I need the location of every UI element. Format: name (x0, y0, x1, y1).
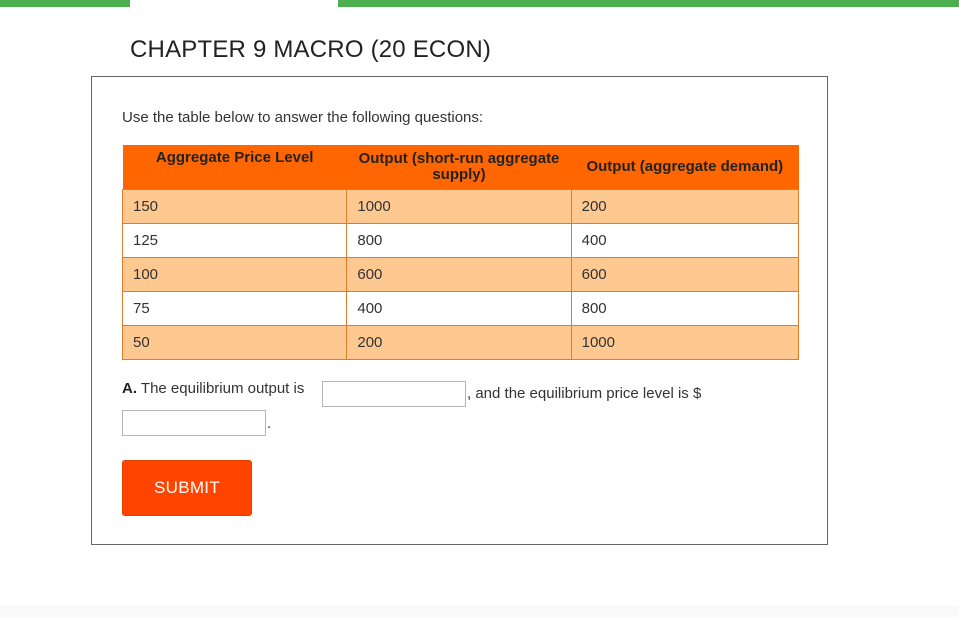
progress-segment-remaining (338, 0, 959, 7)
table-row (123, 292, 799, 326)
part-a-text-middle: , and the equilibrium price level is $ (467, 385, 702, 402)
table-cell: 200 (571, 190, 798, 224)
instructions-text: Use the table below to answer the following questions: (122, 109, 484, 126)
part-a-label: A. (122, 380, 137, 397)
part-a-prompt (122, 380, 304, 397)
question-box (91, 76, 828, 545)
progress-segment-complete (0, 0, 130, 7)
part-a-text-before: The equilibrium output is (140, 380, 305, 397)
table-row (123, 326, 799, 360)
table-cell: 1000 (347, 190, 571, 224)
table-row (123, 190, 799, 224)
table-header-demand: Output (aggregate demand) (571, 145, 798, 190)
table-cell: 1000 (571, 326, 798, 360)
table-cell: 800 (571, 292, 798, 326)
table-cell: 600 (571, 258, 798, 292)
footer-strip (0, 605, 959, 617)
submit-button[interactable]: SUBMIT (122, 460, 252, 516)
data-table (122, 145, 799, 360)
table-cell: 100 (123, 258, 347, 292)
table-cell: 400 (571, 224, 798, 258)
part-a-text-end: . (267, 415, 272, 432)
table-header-supply: Output (short-run aggregate supply) (347, 145, 571, 190)
table-row (123, 224, 799, 258)
table-cell: 800 (347, 224, 571, 258)
table-cell: 200 (347, 326, 571, 360)
table-header-price-level: Aggregate Price Level (123, 145, 347, 190)
table-cell: 600 (347, 258, 571, 292)
table-cell: 125 (123, 224, 347, 258)
table-row (123, 258, 799, 292)
table-cell: 75 (123, 292, 347, 326)
equilibrium-output-input[interactable] (322, 381, 466, 407)
page-title: CHAPTER 9 MACRO (20 ECON) (130, 36, 492, 63)
table-cell: 50 (123, 326, 347, 360)
table-cell: 150 (123, 190, 347, 224)
progress-bar (0, 0, 959, 7)
table-header-row (123, 145, 799, 190)
equilibrium-price-input[interactable] (122, 410, 266, 436)
table-cell: 400 (347, 292, 571, 326)
